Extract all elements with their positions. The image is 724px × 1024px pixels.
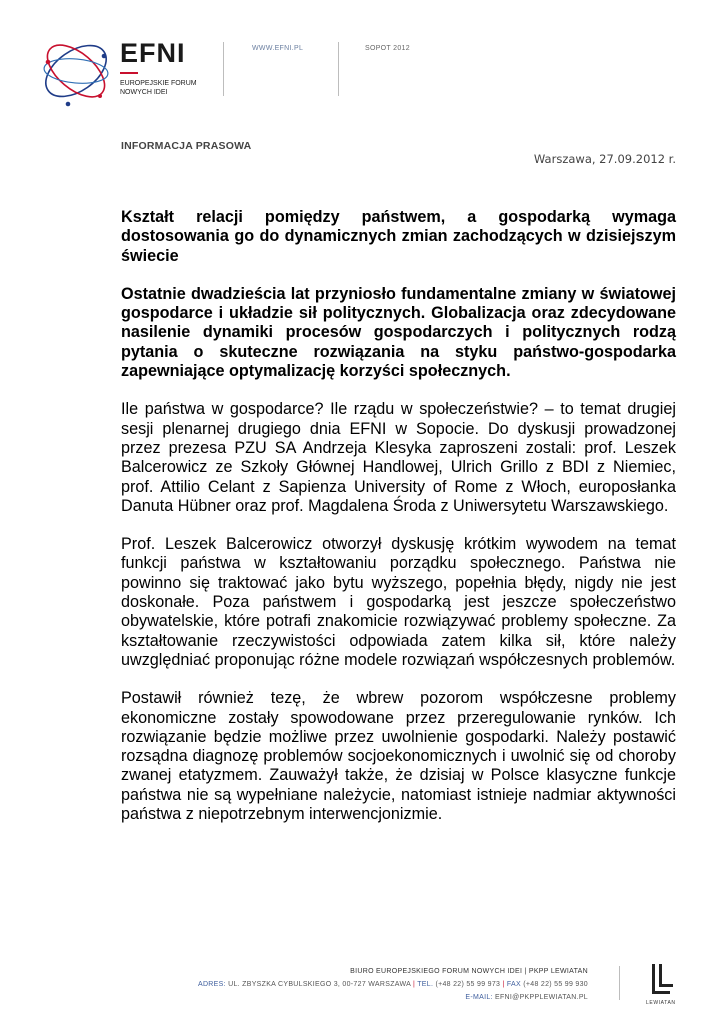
logo-subtitle-line2: NOWYCH IDEI xyxy=(120,89,168,96)
address-value: UL. ZBYSZKA CYBULSKIEGO 3, 00-727 WARSZAWA xyxy=(228,981,411,988)
email-label: E-MAIL: xyxy=(465,994,493,1001)
lewiatan-wordmark: LEWIATAN xyxy=(646,1000,676,1006)
lead-paragraph: Ostatnie dwadzieścia lat przyniosło fundamentalne zmiany w światowej gospodarce i układzie sił politycznych. Globalizacja oraz zdecydowane nasilenie dynamiki procesów gospodarczych i politycznych rodzą pytania o skuteczne rozwiązania na styku państwo-gospodarka zapewniające optymalizację korzyści społecznych. xyxy=(121,284,676,381)
paragraph: Ile państwa w gospodarce? Ile rządu w społeczeństwie? – to temat drugiej sesji plenarnej drugiego dnia EFNI w Sopocie. Do dyskusji prowadzonej przez prezesa PZU SA Andrzeja Klesyka zaproszeni zostali: prof. Leszek Balcerowicz ze Szkoły Głównej Handlowej, Ulrich Grillo z BDI z Niemiec, prof. Attilio Celant z Sapienza University of Rome z Włoch, europosłanka Danuta Hübner oraz prof. Magdalena Środa z Uniwersytetu Warszawskiego. xyxy=(121,400,676,515)
paragraph: Prof. Leszek Balcerowicz otworzył dyskusję krótkim wywodem na temat funkcji państwa w kształtowaniu porządku społecznego. Państwa nie powinno się traktować jako bytu wyższego, popełnia błędy, nigdy nie jest doskonałe. Poza państwem i gospodarką jest jeszcze społeczeństwo obywatelskie, które potrafi znakomicie rozwiązywać problemy społeczne. Za kształtowanie rzeczywistości odpowiada zatem kilka sił, które należy uwzględniać proponując różne modele rozwiązań współczesnych problemów. xyxy=(121,535,676,669)
tel-value: (+48 22) 55 99 973 xyxy=(435,981,501,988)
logo-subtitle-line1: EUROPEJSKIE FORUM xyxy=(120,80,197,87)
footer-email-line xyxy=(198,991,588,1004)
tel-label: TEL. xyxy=(417,981,434,988)
logo-subtitle xyxy=(120,79,210,97)
headline: Kształt relacji pomiędzy państwem, a gospodarką wymaga dostosowania go do dynamicznych zmian zachodzących w dzisiejszym świecie xyxy=(121,208,676,265)
footer-divider xyxy=(619,966,620,1000)
header-divider-right xyxy=(338,42,339,96)
article-body xyxy=(121,208,676,824)
footer-contact xyxy=(198,965,588,1004)
logo-wordmark: EFNI xyxy=(120,38,186,68)
footer-office: BIURO EUROPEJSKIEGO FORUM NOWYCH IDEI | PKPP LEWIATAN xyxy=(350,968,588,975)
website-link[interactable]: WWW.EFNI.PL xyxy=(252,45,304,52)
fax-value: (+48 22) 55 99 930 xyxy=(523,981,588,988)
logo-divider xyxy=(120,72,138,74)
fax-label: FAX xyxy=(506,981,521,988)
press-release-label: INFORMACJA PRASOWA xyxy=(121,140,252,152)
footer-address-line: ADRES: UL. ZBYSZKA CYBULSKIEGO 3, 00-727 WARSZAWA | TEL. (+48 22) 55 99 973 | FAX (+48 22) 55 99 930 xyxy=(197,981,588,988)
header-divider-left xyxy=(223,42,224,96)
paragraph: Postawił również tezę, że wbrew pozorom współczesne problemy ekonomiczne zostały spowodowane przez przeregulowanie rynków. Ich rozwiązanie będzie możliwe przez uwolnienie gospodarki. Należy postawić rozsądna diagnozę problemów socjoekonomicznych i uwolnić się od choroby zwanej etatyzmem. Zauważył także, że dzisiaj w Polsce klasyczne funkcje państwa nie są wypełniane należycie, natomiast istnieje nadmiar aktywności państwa z niepotrzebnym interwencjonizmie. xyxy=(121,689,676,824)
event-label: SOPOT 2012 xyxy=(365,45,410,52)
efni-logo-icon xyxy=(38,34,118,108)
date-line: Warszawa, 27.09.2012 r. xyxy=(533,152,676,166)
address-label: ADRES: xyxy=(197,981,226,988)
email-link[interactable]: EFNI@PKPPLEWIATAN.PL xyxy=(495,994,588,1001)
